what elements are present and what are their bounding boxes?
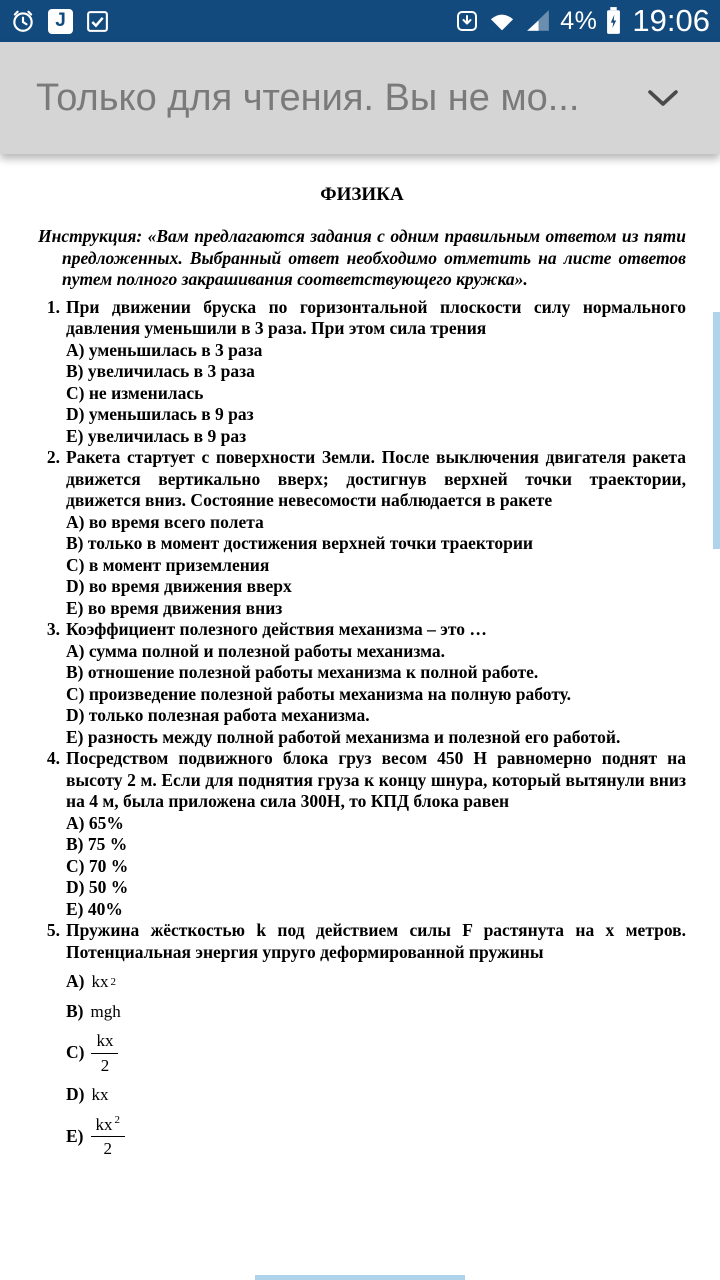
question-text: Коэффициент полезного действия механизма – это …: [66, 619, 487, 639]
answer-option: A) уменьшилась в 3 раза: [66, 339, 263, 360]
j-app-notification-icon: J: [48, 9, 73, 34]
status-time: 19:06: [632, 3, 710, 38]
answer-option: [66, 1114, 686, 1160]
formula: $\frac{kx}{2}$: [91, 1030, 118, 1076]
answer-option: E) разность между полной работой механизма и полезной его работой.: [66, 726, 621, 747]
formula: $\frac{kx ^2}{2}$: [91, 1114, 126, 1160]
answer-option-label: C): [66, 1042, 85, 1063]
question-text: Посредством подвижного блока груз весом 450 Н равномерно поднят на высоту 2 м. Если для поднятия груза к концу шнура, который вытянули вниз на 4 м, была приложена сила 300Н, то КПД блока равен: [66, 748, 686, 811]
question-options: [66, 813, 686, 921]
document-page: [0, 154, 720, 1280]
status-bar-left-icons: [10, 8, 110, 34]
answer-option: E) 40%: [66, 898, 123, 919]
answer-option-label: A): [66, 971, 85, 991]
status-bar: [0, 0, 720, 42]
questions-list: [38, 297, 686, 1160]
formula: kx: [91, 1085, 109, 1104]
checkbox-icon: [85, 9, 110, 34]
formula: mgh: [90, 1001, 121, 1021]
vertical-scrollbar[interactable]: [713, 312, 720, 549]
answer-option: D) только полезная работа механизма.: [66, 705, 370, 725]
answer-option-label: E): [66, 1125, 84, 1146]
question: [38, 748, 686, 920]
answer-option-label: B): [66, 1000, 84, 1021]
battery-percent: 4%: [560, 6, 598, 35]
status-bar-right-icons: [455, 3, 710, 39]
question: [38, 297, 686, 448]
signal-icon: [525, 9, 551, 33]
question: [38, 447, 686, 619]
question-number: 2.: [46, 447, 60, 467]
answer-option: C) 70 %: [66, 855, 129, 876]
answer-option: A) сумма полной и полезной работы механизма.: [66, 640, 446, 661]
instruction-paragraph: [38, 226, 686, 291]
question: [38, 920, 686, 1160]
alarm-icon: [10, 8, 36, 34]
instruction-text: «Вам предлагаются задания с одним правильным ответом из пяти предложенных. Выбранный ответ необходимо отметить на листе ответов путем полного закрашивания соответствующего кружка».: [62, 226, 687, 289]
question-options: [66, 971, 686, 1160]
question-text: При движении бруска по горизонтальной плоскости силу нормального давления уменьшили в 3 раза. При этом сила трения: [66, 296, 686, 338]
answer-option: C) не изменилась: [66, 382, 204, 403]
question: [38, 619, 686, 748]
answer-option: [66, 971, 686, 993]
document-title: ФИЗИКА: [320, 184, 404, 205]
question-number: 3.: [46, 619, 60, 639]
answer-option: B) 75 %: [66, 834, 128, 854]
question-number: 4.: [46, 748, 60, 768]
answer-option: A) во время всего полета: [66, 511, 264, 532]
horizontal-scrollbar[interactable]: [255, 1275, 465, 1280]
battery-charging-icon: [606, 7, 621, 35]
question-number: 1.: [46, 296, 60, 317]
readonly-banner-text: Только для чтения. Вы не мо...: [36, 76, 580, 119]
question-options: [66, 512, 686, 620]
answer-option: [66, 1084, 686, 1106]
question-number: 5.: [46, 920, 60, 940]
answer-option: B) только в момент достижения верхней точки траектории: [66, 533, 534, 553]
formula: kx 2: [91, 972, 116, 991]
answer-option: [66, 1030, 686, 1076]
answer-option: D) 50 %: [66, 877, 129, 897]
wifi-icon: [488, 9, 516, 33]
answer-option: E) увеличилась в 9 раз: [66, 425, 247, 446]
chevron-down-icon[interactable]: [646, 88, 680, 108]
power-saving-icon: [455, 9, 479, 33]
answer-option: B) увеличилась в 3 раза: [66, 361, 255, 381]
answer-option: D) во время движения вверх: [66, 576, 292, 596]
question-text: Пружина жёсткостью k под действием силы F растянута на x метров. Потенциальная энергия упруго деформированной пружины: [66, 920, 686, 962]
question-options: [66, 340, 686, 448]
answer-option: C) произведение полезной работы механизма на полную работу.: [66, 683, 572, 704]
answer-option: A) 65%: [66, 812, 124, 833]
question-options: [66, 641, 686, 749]
answer-option: [66, 1001, 686, 1023]
answer-option-label: D): [66, 1084, 85, 1104]
answer-option: E) во время движения вниз: [66, 597, 283, 618]
answer-option: C) в момент приземления: [66, 554, 270, 575]
answer-option: B) отношение полезной работы механизма к полной работе.: [66, 662, 539, 682]
question-text: Ракета стартует с поверхности Земли. После выключения двигателя ракета движется вертикально вверх; достигнув верхней точки траектории, движется вниз. Состояние невесомости наблюдается в ракете: [66, 447, 686, 510]
readonly-banner[interactable]: [0, 42, 720, 154]
instruction-label: Инструкция:: [38, 226, 143, 246]
answer-option: D) уменьшилась в 9 раз: [66, 404, 254, 424]
